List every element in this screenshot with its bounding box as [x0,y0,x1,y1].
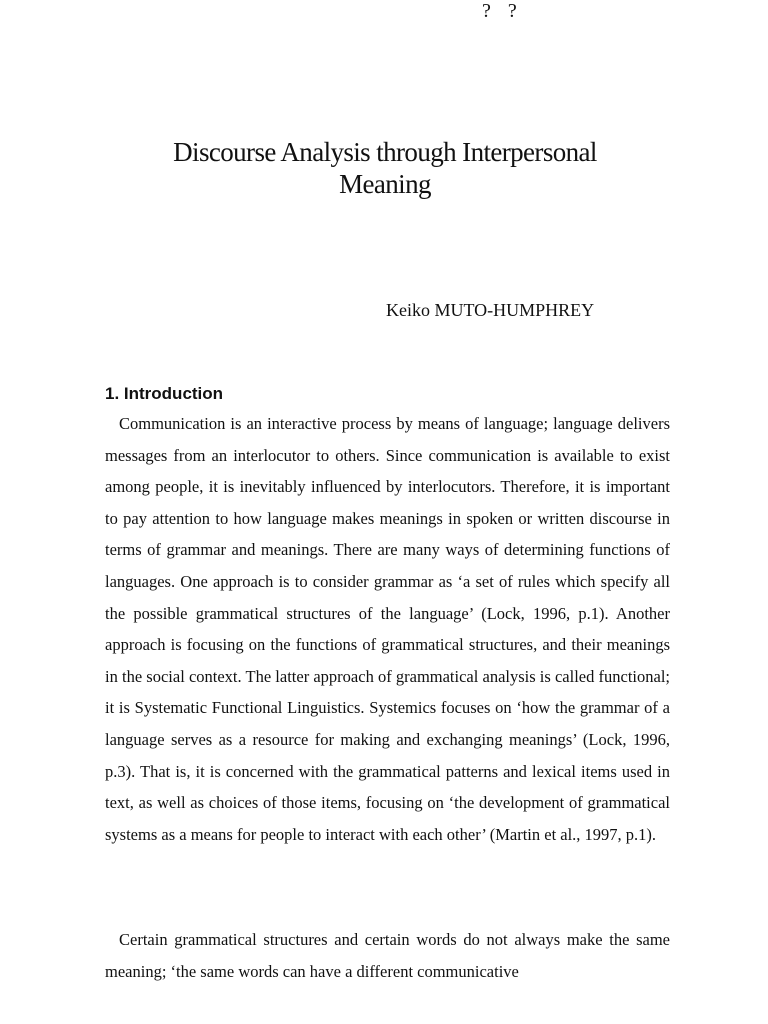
author-name: Keiko MUTO-HUMPHREY [386,300,595,320]
header-marks: ? ? [482,0,523,22]
body-paragraph-1: Communication is an interactive process by means of language; language delivers messages from an interlocutor to others. Since communication is available to exist among people, it is inevitably influenced by interlocutors. Therefore, it is important to pay attention to how language makes meanings in spoken or written discourse in terms of grammar and meanings. There are many ways of determining functions of languages. One approach is to consider grammar as ‘a set of rules which specify all the possible grammatical structures of the language’ (Lock, 1996, p.1). Another approach is focusing on the functions of grammatical structures, and their meanings in the social context. The latter approach of grammatical analysis is called functional; it is Systematic Functional Linguistics. Systemics focuses on ‘how the grammar of a language serves as a resource for making and exchanging meanings’ (Lock, 1996, p.3). That is, it is concerned with the grammatical patterns and lexical items used in text, as well as choices of those items, focusing on ‘the development of grammatical systems as a means for people to interact with each other’ (Martin et al., 1997, p.1). [105,414,670,844]
paper-title [100,136,670,200]
paper-title-line-1: Discourse Analysis through Interpersonal [173,137,597,167]
paper-title-line-2: Meaning [339,169,431,199]
body-paragraph-2: Certain grammatical structures and certain words do not always make the same meaning; ‘the same words can have a different communicative [105,930,670,981]
section-heading: 1. Introduction [105,384,224,403]
